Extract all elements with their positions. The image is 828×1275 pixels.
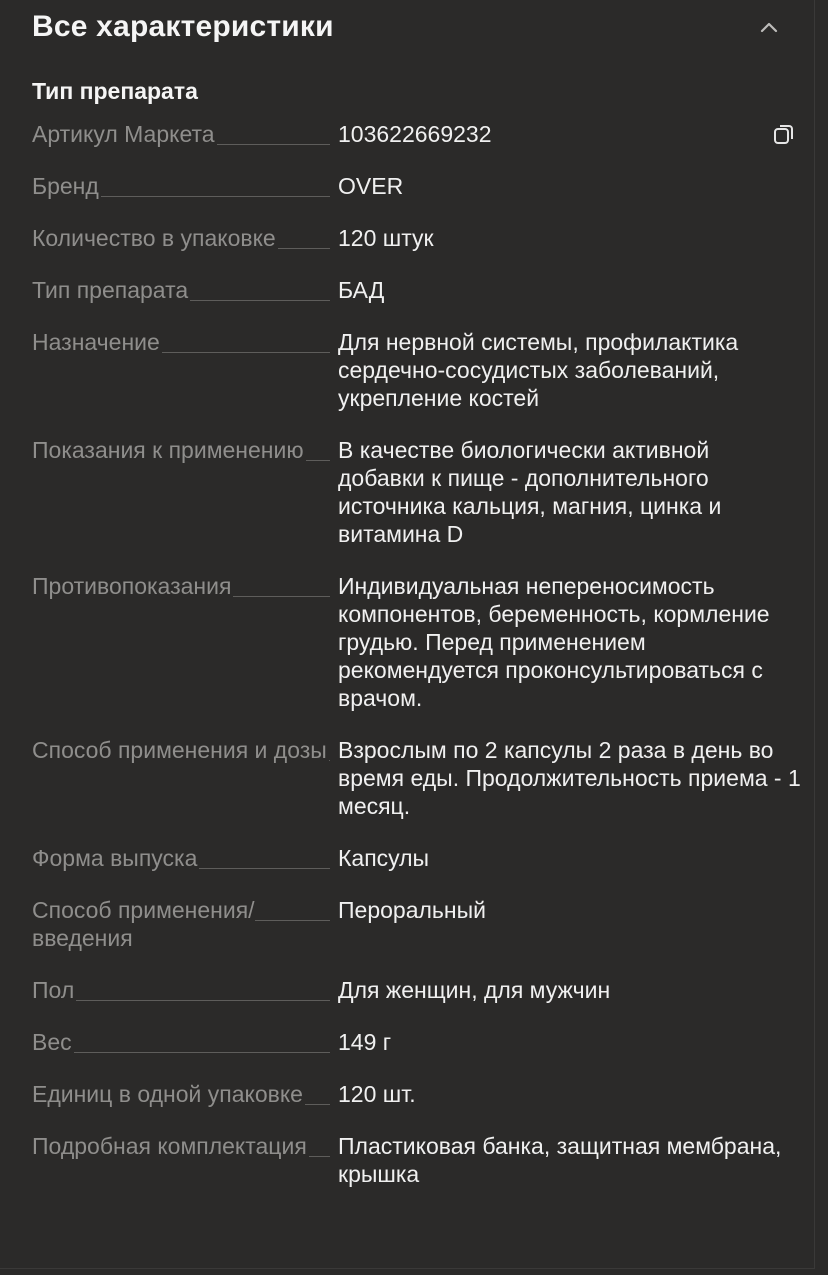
- spec-value: 149 г: [338, 1029, 392, 1055]
- spec-row-type: [32, 276, 802, 304]
- characteristics-header[interactable]: [32, 8, 790, 48]
- spec-row-weight: [32, 1028, 802, 1056]
- spec-row-route: [32, 896, 802, 952]
- spec-label: Артикул Маркета: [32, 121, 215, 147]
- spec-value: 120 шт.: [338, 1081, 416, 1107]
- section-title: Тип препарата: [32, 78, 198, 104]
- spec-label: Форма выпуска: [32, 845, 198, 871]
- characteristics-title: Все характеристики: [32, 10, 334, 43]
- spec-row-article: [32, 120, 802, 148]
- spec-row-package-contents: [32, 1132, 802, 1188]
- spec-value: В качестве биологически активной добавки к пище - дополнительного источника кальция, магния, цинка и витамина D: [338, 437, 722, 547]
- spec-value: Для женщин, для мужчин: [338, 977, 611, 1003]
- copy-icon[interactable]: [772, 122, 796, 146]
- spec-value: Пероральный: [338, 897, 486, 923]
- spec-list: [32, 120, 802, 1212]
- spec-value: Пластиковая банка, защитная мембрана, крышка: [338, 1133, 782, 1187]
- spec-row-indications: [32, 436, 802, 548]
- spec-row-dosage: [32, 736, 802, 820]
- spec-label: Единиц в одной упаковке: [32, 1081, 303, 1107]
- spec-value: OVER: [338, 173, 404, 199]
- spec-label: Количество в упаковке: [32, 225, 276, 251]
- spec-value: 103622669232: [338, 121, 492, 147]
- spec-row-purpose: [32, 328, 802, 412]
- spec-value: Индивидуальная непереносимость компонентов, беременность, кормление грудью. Перед применением рекомендуется проконсультироваться с врачом.: [338, 573, 770, 711]
- spec-label: Назначение: [32, 329, 160, 355]
- spec-label: Тип препарата: [32, 277, 189, 303]
- spec-value: БАД: [338, 277, 385, 303]
- spec-row-brand: [32, 172, 802, 200]
- spec-label: Вес: [32, 1029, 72, 1055]
- spec-label: Подробная комплектация: [32, 1133, 307, 1159]
- spec-row-contraindications: [32, 572, 802, 712]
- spec-value: Капсулы: [338, 845, 430, 871]
- spec-label: Показания к применению: [32, 437, 304, 463]
- spec-value: 120 штук: [338, 225, 434, 251]
- spec-row-form: [32, 844, 802, 872]
- spec-value: Для нервной системы, профилактика сердечно-сосудистых заболеваний, укрепление костей: [338, 329, 739, 411]
- spec-value: Взрослым по 2 капсулы 2 раза в день во время еды. Продолжительность приема - 1 месяц.: [338, 737, 801, 819]
- spec-label: Способ применения и дозы: [32, 737, 327, 763]
- spec-label: Способ применения/ введения: [32, 897, 255, 951]
- spec-row-quantity: [32, 224, 802, 252]
- chevron-up-icon[interactable]: [758, 16, 780, 38]
- spec-row-units: [32, 1080, 802, 1108]
- spec-label: Противопоказания: [32, 573, 232, 599]
- spec-label: Бренд: [32, 173, 99, 199]
- spec-label: Пол: [32, 977, 75, 1003]
- spec-row-gender: [32, 976, 802, 1004]
